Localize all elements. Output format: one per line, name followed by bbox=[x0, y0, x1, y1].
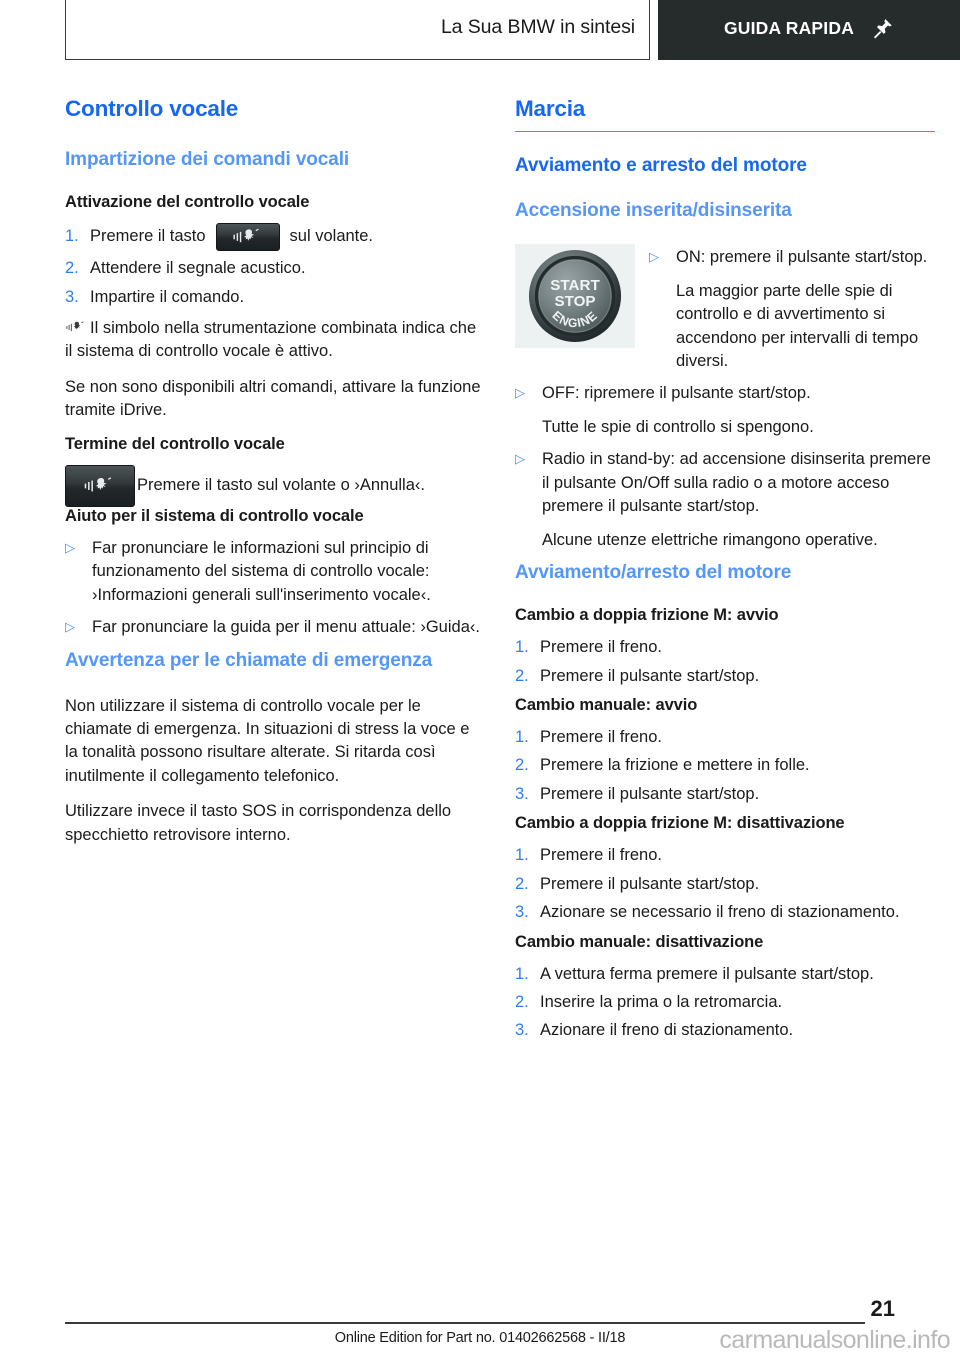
step-number: 1. bbox=[65, 227, 79, 246]
list-item bbox=[515, 783, 935, 806]
list-item bbox=[65, 616, 485, 639]
tab-guida-rapida[interactable] bbox=[658, 0, 960, 60]
step-number: 2. bbox=[515, 756, 529, 775]
step-number: 2. bbox=[515, 666, 529, 685]
termine-button-wrap bbox=[65, 465, 137, 507]
start-stop-engine-button-image bbox=[515, 244, 635, 348]
subsection-accensione-title: Accensione inserita/disinserita bbox=[515, 200, 792, 222]
bullets-accensione-rest bbox=[515, 382, 935, 405]
steps-manuale-avvio bbox=[515, 726, 935, 806]
paragraph-avvertenza-2: Utilizzare invece il tasto SOS in corrispondenza dello specchietto retrovisore interno. bbox=[65, 802, 452, 844]
step-text: Impartire il comando. bbox=[90, 287, 245, 306]
termine-row bbox=[65, 465, 485, 507]
step-text-before: Premere il tasto bbox=[90, 227, 206, 246]
termine-text: Premere il tasto sul volante o ›Annulla‹. bbox=[137, 475, 425, 494]
right-column bbox=[515, 96, 935, 1051]
step-text: Premere la frizione e mettere in folle. bbox=[540, 756, 810, 775]
list-item bbox=[515, 726, 935, 749]
steps-attivazione bbox=[65, 257, 485, 309]
group-title-dct-disattivazione: Cambio a doppia frizione M: disattivazione bbox=[515, 814, 845, 833]
bullet-arrow-icon: ▷ bbox=[515, 451, 525, 467]
left-column bbox=[65, 96, 485, 859]
step-text: Azionare se necessario il freno di stazionamento. bbox=[540, 903, 900, 922]
steps-dct-avvio bbox=[515, 636, 935, 688]
voice-symbol-icon bbox=[65, 319, 87, 334]
bullets-aiuto bbox=[65, 537, 485, 640]
step-number: 1. bbox=[515, 728, 529, 746]
bullet-text: OFF: ripremere il pulsante start/stop. bbox=[542, 384, 811, 403]
step-item-voice-button bbox=[65, 223, 485, 251]
svg-text:ENGINE: ENGINE bbox=[549, 308, 601, 331]
bullet-continuation: Alcune utenze elettriche rimangono operative. bbox=[542, 530, 878, 549]
svg-text:START: START bbox=[550, 277, 600, 295]
step-text: Premere il pulsante start/stop. bbox=[540, 874, 760, 893]
paragraph-avvertenza-1: Non utilizzare il sistema di controllo vocale per le chiamate di emergenza. In situazioni di stress la voce e la tonalità possono risultare alterate. Si ritarda così inutilmente il collegamento telefonico. bbox=[65, 696, 470, 785]
bullet-arrow-icon: ▷ bbox=[65, 539, 75, 555]
bullet-arrow-icon: ▷ bbox=[65, 618, 75, 634]
step-number: 3. bbox=[515, 784, 529, 803]
section-title-avviamento-arresto: Avviamento e arresto del motore bbox=[515, 155, 807, 176]
tab-guida-rapida-label: GUIDA RAPIDA bbox=[723, 17, 855, 38]
list-item bbox=[65, 537, 485, 607]
step-number: 3. bbox=[65, 287, 79, 306]
tab-chapter-breadcrumb[interactable] bbox=[65, 0, 650, 60]
step-number: 2. bbox=[515, 874, 529, 893]
step-text: A vettura ferma premere il pulsante start/stop. bbox=[540, 964, 874, 983]
list-item bbox=[515, 448, 935, 518]
bullets-accensione-on bbox=[649, 246, 935, 269]
list-item bbox=[649, 246, 935, 269]
bullet-continuation: Tutte le spie di controllo si spengono. bbox=[542, 417, 814, 436]
subsection-termine-title: Termine del controllo vocale bbox=[65, 434, 285, 453]
list-item bbox=[515, 1019, 935, 1042]
list-item bbox=[515, 901, 935, 924]
list-item bbox=[65, 257, 485, 280]
list-item bbox=[515, 873, 935, 896]
figure-text-block bbox=[649, 244, 935, 382]
tab-chapter-label: La Sua BMW in sintesi bbox=[440, 16, 635, 38]
step-text: Attendere il segnale acustico. bbox=[90, 259, 306, 278]
left-chapter-title: Controllo vocale bbox=[65, 96, 239, 121]
step-number: 2. bbox=[65, 259, 79, 278]
step-text: Premere il freno. bbox=[540, 846, 662, 865]
bullet-text: Far pronunciare le informazioni sul principio di funzionamento del sistema di controllo vocale: ›Informazioni generali sull'inserimento vocale‹. bbox=[92, 538, 431, 604]
steps-manuale-disattivazione bbox=[515, 963, 935, 1043]
page-number: 21 bbox=[870, 1296, 895, 1321]
paragraph-idrive: Se non sono disponibili altri comandi, attivare la funzione tramite iDrive. bbox=[65, 377, 481, 420]
svg-text:STOP: STOP bbox=[554, 293, 596, 311]
note-text: Il simbolo nella strumentazione combinata indica che il sistema di controllo vocale è attivo. bbox=[65, 319, 477, 361]
list-item bbox=[65, 286, 485, 309]
step-number: 3. bbox=[515, 1021, 529, 1040]
pushpin-icon bbox=[872, 17, 894, 39]
list-item bbox=[515, 665, 935, 688]
list-item bbox=[515, 382, 935, 405]
bullet-continuation: La maggior parte delle spie di controllo e di avvertimento si accendono per intervalli di tempo diversi. bbox=[676, 281, 919, 371]
step-text-after: sul volante. bbox=[289, 227, 374, 246]
right-chapter-title: Marcia bbox=[515, 96, 935, 132]
step-text: Premere il pulsante start/stop. bbox=[540, 784, 760, 803]
list-item bbox=[515, 991, 935, 1014]
section-title-avviamento-motore: Avviamento/arresto del motore bbox=[515, 561, 792, 583]
voice-control-button-icon bbox=[216, 223, 280, 251]
step-number: 1. bbox=[515, 964, 529, 983]
edition-info: Online Edition for Part no. 01402662568 - II/18 bbox=[334, 1330, 626, 1346]
step-number: 1. bbox=[515, 638, 529, 657]
list-item bbox=[515, 754, 935, 777]
step-text: Azionare il freno di stazionamento. bbox=[540, 1021, 794, 1040]
section-title-avvertenza: Avvertenza per le chiamate di emergenza bbox=[65, 650, 433, 672]
bullet-text: ON: premere il pulsante start/stop. bbox=[676, 248, 928, 267]
bullet-arrow-icon: ▷ bbox=[515, 385, 525, 401]
group-title-manuale-disattivazione: Cambio manuale: disattivazione bbox=[515, 932, 764, 951]
watermark-text: carmanualsonline.info bbox=[719, 1326, 950, 1354]
page-header bbox=[0, 0, 960, 64]
group-title-dct-avvio: Cambio a doppia frizione M: avvio bbox=[515, 606, 779, 625]
bullet-text: Radio in stand-by: ad accensione disinserita premere il pulsante On/Off sulla radio o a motore acceso premere il pulsante start/stop. bbox=[542, 450, 931, 516]
step-text: Premere il pulsante start/stop. bbox=[540, 666, 760, 685]
step-number: 3. bbox=[515, 903, 529, 922]
bullet-text: Far pronunciare la guida per il menu attuale: ›Guida‹. bbox=[92, 617, 480, 636]
voice-control-button-icon bbox=[65, 465, 135, 507]
subsection-attivazione-title: Attivazione del controllo vocale bbox=[65, 193, 310, 212]
figure-row-start-stop bbox=[515, 244, 935, 382]
step-text: Premere il freno. bbox=[540, 728, 662, 746]
note-voice-symbol bbox=[65, 317, 485, 364]
group-title-manuale-avvio: Cambio manuale: avvio bbox=[515, 696, 698, 714]
list-item bbox=[515, 844, 935, 867]
bullet-arrow-icon: ▷ bbox=[649, 249, 659, 265]
bullets-accensione-radio bbox=[515, 448, 935, 518]
step-text: Premere il freno. bbox=[540, 638, 662, 657]
footer-divider bbox=[65, 1322, 865, 1324]
section-title-impartizione: Impartizione dei comandi vocali bbox=[65, 149, 350, 170]
step-number: 2. bbox=[515, 992, 529, 1011]
list-item bbox=[515, 963, 935, 986]
steps-dct-disattivazione bbox=[515, 844, 935, 924]
page-footer bbox=[0, 1296, 960, 1362]
list-item bbox=[515, 636, 935, 659]
subsection-aiuto-title: Aiuto per il sistema di controllo vocale bbox=[65, 506, 364, 525]
step-number: 1. bbox=[515, 846, 529, 865]
step-text: Inserire la prima o la retromarcia. bbox=[540, 992, 783, 1011]
